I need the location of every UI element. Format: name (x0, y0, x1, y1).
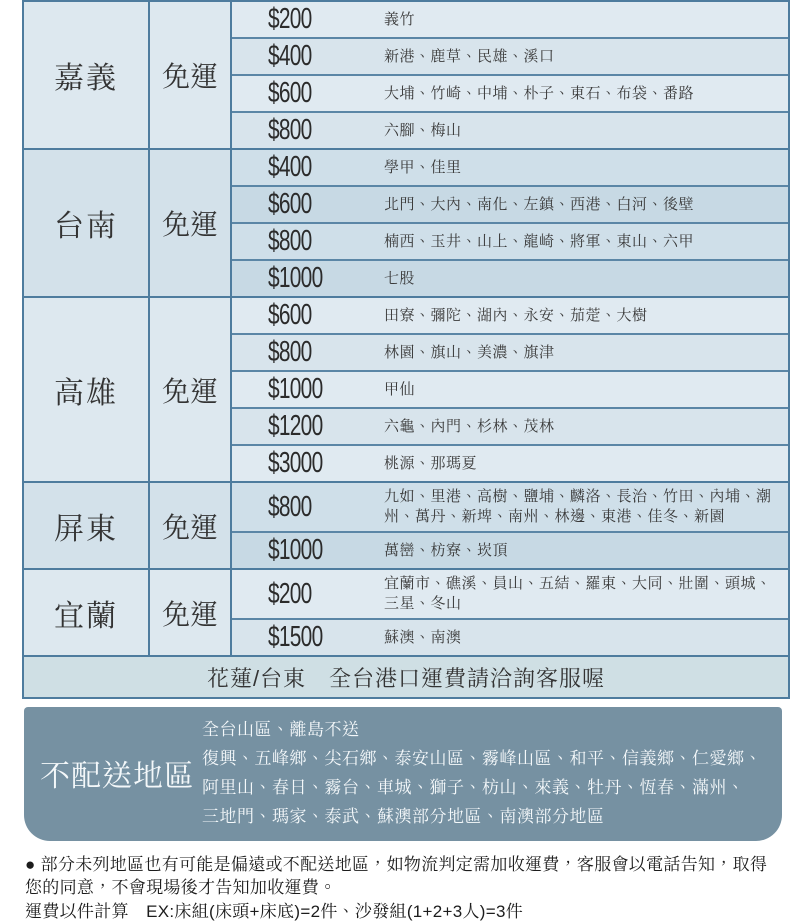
price-row (232, 570, 788, 620)
areas-list: 林園、旗山、美濃、旗津 (384, 343, 555, 361)
price-rows (232, 570, 788, 655)
price-row (232, 335, 788, 372)
price-text: $200 (268, 3, 312, 35)
price-value (232, 262, 384, 295)
price-value (232, 336, 384, 369)
price-row (232, 620, 788, 655)
no-delivery-line: 三地門、瑪家、泰武、蘇澳部分地區、南澳部分地區 (202, 807, 605, 826)
price-rows (232, 2, 788, 148)
hualien-taitung-notice: 花蓮/台東 全台港口運費請洽詢客服喔 (24, 657, 788, 697)
price-row (232, 113, 788, 148)
price-text: $1500 (268, 621, 323, 653)
price-row (232, 187, 788, 224)
price-text: $1000 (268, 534, 323, 566)
fee-section-台南 (24, 150, 788, 298)
price-row (232, 372, 788, 409)
free-shipping-label: 免運 (150, 483, 232, 568)
price-value (232, 299, 384, 332)
price-rows (232, 298, 788, 481)
no-delivery-line: 阿里山、春日、霧台、車城、獅子、枋山、來義、牡丹、恆春、滿州、 (202, 778, 745, 797)
price-row (232, 409, 788, 446)
price-value (232, 491, 384, 524)
price-value (232, 373, 384, 406)
price-value (232, 225, 384, 258)
price-rows (232, 150, 788, 296)
fee-section-嘉義 (24, 2, 788, 150)
price-text: $800 (268, 225, 312, 257)
areas-list: 蘇澳、南澳 (384, 628, 462, 646)
price-value (232, 410, 384, 443)
price-value (232, 77, 384, 110)
fee-section-高雄 (24, 298, 788, 483)
price-text: $400 (268, 40, 312, 72)
price-row (232, 298, 788, 335)
no-delivery-area-list (202, 715, 768, 831)
price-row (232, 533, 788, 568)
areas-list: 六腳、梅山 (384, 121, 462, 139)
areas-list: 楠西、玉井、山上、龍崎、將軍、東山、六甲 (384, 232, 695, 250)
region-name: 台南 (24, 150, 150, 296)
no-delivery-panel (24, 707, 782, 841)
no-delivery-label: 不配送地區 (40, 760, 195, 793)
areas-list: 宜蘭市、礁溪、員山、五結、羅東、大同、壯圍、頭城、三星、冬山 (384, 575, 772, 612)
price-value (232, 151, 384, 184)
price-value (232, 621, 384, 654)
footer-notes (22, 853, 786, 923)
price-text: $3000 (268, 447, 323, 479)
price-row (232, 224, 788, 261)
price-text: $600 (268, 77, 312, 109)
no-delivery-line: 復興、五峰鄉、尖石鄉、泰安山區、霧峰山區、和平、信義鄉、仁愛鄉、 (202, 749, 762, 768)
price-row (232, 150, 788, 187)
price-text: $400 (268, 151, 312, 183)
price-row (232, 76, 788, 113)
areas-list: 學甲、佳里 (384, 158, 462, 176)
price-value (232, 447, 384, 480)
price-text: $800 (268, 336, 312, 368)
price-text: $600 (268, 299, 312, 331)
free-shipping-label: 免運 (150, 150, 232, 296)
price-row (232, 2, 788, 39)
price-value (232, 3, 384, 36)
price-row (232, 261, 788, 296)
areas-list: 義竹 (384, 10, 416, 28)
areas-list: 七股 (384, 269, 416, 287)
region-name: 宜蘭 (24, 570, 150, 655)
price-value (232, 40, 384, 73)
free-shipping-label: 免運 (150, 570, 232, 655)
footer-note-remote-areas: ● 部分未列地區也有可能是偏遠或不配送地區，如物流判定需加收運費，客服會以電話告知，取得您的同意，不會現場後才告知加收運費。 (25, 855, 768, 897)
areas-list: 甲仙 (384, 380, 416, 398)
areas-list: 北門、大內、南化、左鎮、西港、白河、後壁 (384, 195, 695, 213)
areas-list: 六龜、內門、杉林、茂林 (384, 417, 555, 435)
areas-list: 新港、鹿草、民雄、溪口 (384, 47, 555, 65)
price-value (232, 578, 384, 611)
fee-section-宜蘭 (24, 570, 788, 657)
no-delivery-line: 全台山區、離島不送 (202, 720, 360, 739)
price-value (232, 188, 384, 221)
price-row (232, 446, 788, 481)
areas-list: 萬巒、枋寮、崁頂 (384, 541, 509, 559)
region-name: 高雄 (24, 298, 150, 481)
price-text: $800 (268, 490, 312, 523)
areas-list: 九如、里港、高樹、鹽埔、麟洛、長治、竹田、內埔、潮州、萬丹、新埤、南州、林邊、東港、佳冬、新園 (384, 488, 772, 525)
price-text: $600 (268, 188, 312, 220)
region-name: 屏東 (24, 483, 150, 568)
price-text: $200 (268, 577, 312, 610)
fee-section-屏東 (24, 483, 788, 570)
price-text: $1000 (268, 373, 323, 405)
price-row (232, 483, 788, 533)
footer-note-piece-count: 運費以件計算 EX:床組(床頭+床底)=2件、沙發組(1+2+3人)=3件 (25, 902, 524, 921)
price-row (232, 39, 788, 76)
price-value (232, 534, 384, 567)
areas-list: 大埔、竹崎、中埔、朴子、東石、布袋、番路 (384, 84, 695, 102)
fee-table-sections (24, 2, 788, 657)
region-name: 嘉義 (24, 2, 150, 148)
price-text: $1200 (268, 410, 323, 442)
price-text: $1000 (268, 262, 323, 294)
areas-list: 田寮、彌陀、湖內、永安、茄萣、大樹 (384, 306, 648, 324)
price-rows (232, 483, 788, 568)
shipping-fee-table (22, 0, 790, 699)
areas-list: 桃源、那瑪夏 (384, 454, 478, 472)
free-shipping-label: 免運 (150, 2, 232, 148)
price-value (232, 114, 384, 147)
price-text: $800 (268, 114, 312, 146)
free-shipping-label: 免運 (150, 298, 232, 481)
